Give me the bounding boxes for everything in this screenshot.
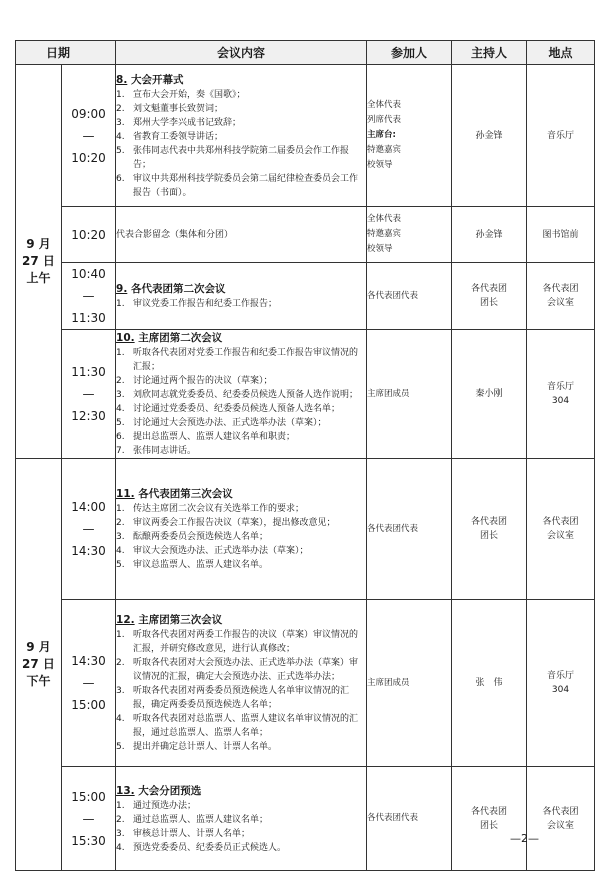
place-cell: [527, 330, 595, 459]
agenda-item-text: 郑州大学李兴成书记致辞；: [133, 117, 242, 128]
attendee-line: 全体代表: [367, 214, 402, 224]
agenda-item-number: 5.: [116, 560, 125, 570]
agenda-item: [116, 130, 366, 144]
agenda-item: [116, 656, 366, 684]
attendees-cell: [367, 263, 452, 330]
agenda-item-text: 讨论通过大会预选办法、正式选举办法（草案）；: [133, 418, 327, 428]
attendees-cell: [367, 600, 452, 767]
agenda-item-text: 张伟同志讲话。: [133, 446, 197, 456]
agenda-item: [116, 88, 366, 102]
agenda-item: [116, 516, 366, 530]
place-name: 各代表团 会议室: [542, 806, 579, 831]
day-cell-morning: [16, 65, 62, 459]
header-date: 日期: [16, 41, 116, 65]
agenda-item-number: 6.: [116, 432, 125, 442]
session-number: 9.: [116, 283, 128, 295]
agenda-item-text: 省教育工委领导讲话；: [133, 131, 224, 142]
attendee-line: 各代表团代表: [367, 523, 419, 534]
agenda-item-number: 1.: [116, 348, 125, 358]
place-cell: [527, 600, 595, 767]
content-cell: [116, 330, 367, 459]
table-header-row: [16, 41, 595, 65]
agenda-item-number: 3.: [116, 686, 125, 696]
agenda-item-number: 6.: [116, 173, 125, 184]
time-label: 09:00 — 10:20: [71, 106, 106, 165]
host-name: 各代表团 团长: [471, 806, 508, 831]
agenda-item: [116, 402, 366, 416]
agenda-item-number: 4.: [116, 842, 125, 853]
agenda-item-text: 传达主席团二次会议有关选举工作的要求；: [133, 504, 305, 514]
time-cell: [62, 263, 116, 330]
agenda-item-text: 听取各代表团对大会预选办法、正式选举办法（草案）审议情况的汇报，确定大会预选办法、正式选举办法；: [133, 658, 359, 682]
attendees-cell: [367, 207, 452, 263]
attendee-line: 列席代表: [367, 115, 402, 125]
agenda-item-number: 4.: [116, 131, 125, 142]
agenda-item-text: 讨论通过两个报告的决议（草案）；: [133, 376, 273, 386]
host-cell: [452, 459, 527, 600]
attendee-line: 校领导: [367, 244, 393, 254]
agenda-item-text: 张伟同志代表中共郑州科技学院第二届委员会作工作报告；: [133, 145, 350, 170]
agenda-item-number: 2.: [116, 518, 125, 528]
attendees-cell: [367, 459, 452, 600]
table-row: [16, 330, 595, 459]
agenda-item-number: 4.: [116, 546, 125, 556]
time-label: 10:20: [71, 227, 106, 242]
agenda-item: [116, 684, 366, 712]
agenda-item-number: 1.: [116, 800, 125, 811]
host-name: 孙金锋: [475, 229, 503, 240]
agenda-item: [116, 530, 366, 544]
agenda-item: [116, 813, 366, 827]
attendee-line: 主席台:: [367, 130, 396, 140]
agenda-item-number: 3.: [116, 532, 125, 542]
agenda-item-text: 审议两委会工作报告决议（草案），提出修改意见；: [133, 518, 336, 528]
session-number: 10.: [116, 332, 135, 344]
agenda-item: [116, 628, 366, 656]
agenda-item-text: 审议大会预选办法、正式选举办法（草案）；: [133, 546, 309, 556]
agenda-item: [116, 172, 366, 200]
time-label: 10:40 — 11:30: [71, 267, 106, 325]
host-name: 孙金锋: [475, 130, 503, 141]
time-label: 11:30 — 12:30: [71, 365, 106, 423]
place-cell: [527, 263, 595, 330]
place-name: 音乐厅: [547, 130, 575, 141]
session-number: 8.: [116, 73, 128, 86]
agenda-item: [116, 502, 366, 516]
agenda-item: [116, 544, 366, 558]
header-host: 主持人: [452, 41, 527, 65]
agenda-item-text: 通过预选办法；: [133, 800, 197, 811]
content-cell: [116, 207, 367, 263]
session-title: [116, 783, 366, 799]
host-cell: [452, 263, 527, 330]
table-row: [16, 459, 595, 600]
header-content: 会议内容: [116, 41, 367, 65]
agenda-item: [116, 346, 366, 374]
agenda-item-number: 5.: [116, 418, 125, 428]
time-cell: [62, 65, 116, 207]
session-title-text: 主席团第三次会议: [134, 614, 223, 626]
agenda-item-number: 7.: [116, 446, 125, 456]
table-row: [16, 65, 595, 207]
agenda-item-text: 通过总监票人、监票人建议名单；: [133, 814, 269, 825]
place-name: 各代表团 会议室: [542, 517, 579, 541]
agenda-item-number: 2.: [116, 658, 125, 668]
agenda-item-text: 审议总监票人、监票人建议名单。: [133, 560, 269, 570]
host-cell: [452, 600, 527, 767]
attendee-line: 校领导: [367, 160, 393, 170]
session-title-text: 主席团第二次会议: [134, 332, 223, 344]
agenda-item-text: 审议中共郑州科技学院委员会第二届纪律检查委员会工作报告（书面）。: [133, 173, 359, 198]
page-number: —2—: [510, 832, 539, 845]
table-row: [16, 207, 595, 263]
place-name: 图书馆前: [542, 229, 579, 240]
session-number: 12.: [116, 614, 135, 626]
place-cell: [527, 207, 595, 263]
table-row: [16, 600, 595, 767]
agenda-item-number: 1.: [116, 299, 125, 309]
agenda-item-number: 1.: [116, 89, 125, 100]
time-cell: [62, 330, 116, 459]
session-title-text: 各代表团第二次会议: [127, 283, 226, 295]
host-name: 张 伟: [475, 678, 503, 688]
agenda-item: [116, 799, 366, 813]
place-cell: [527, 65, 595, 207]
place-cell: [527, 459, 595, 600]
session-title-text: 大会开幕式: [127, 73, 184, 86]
session-title: [116, 486, 366, 502]
agenda-item-text: 听取各代表团对总监票人、监票人建议名单审议情况的汇报，通过总监票人、监票人名单；: [133, 714, 359, 738]
agenda-item-number: 3.: [116, 117, 125, 128]
agenda-item-text: 听取各代表团对两委工作报告的决议（草案）审议情况的汇报，并研究修改意见，进行认真修改；: [133, 630, 359, 654]
content-text: 代表合影留念（集体和分团）: [116, 229, 234, 240]
agenda-item-number: 1.: [116, 630, 125, 640]
attendee-line: 特邀嘉宾: [367, 229, 402, 239]
time-cell: [62, 600, 116, 767]
session-title: [116, 281, 366, 297]
day-label: 9 月 27 日 下午: [22, 640, 55, 688]
agenda-item: [116, 712, 366, 740]
agenda-item: [116, 297, 366, 311]
place-name: 音乐厅 304: [547, 671, 575, 695]
place-name: 各代表团 会议室: [542, 284, 579, 308]
host-cell: [452, 330, 527, 459]
host-cell: [452, 207, 527, 263]
session-number: 11.: [116, 488, 135, 500]
attendee-line: 全体代表: [367, 100, 402, 110]
attendee-line: 主席团成员: [367, 388, 410, 399]
agenda-item-text: 提出并确定总计票人、计票人名单。: [133, 742, 278, 752]
agenda-item: [116, 444, 366, 458]
agenda-item-number: 4.: [116, 714, 125, 724]
agenda-item-number: 1.: [116, 504, 125, 514]
attendee-line: 各代表团代表: [367, 813, 419, 823]
table-row: [16, 263, 595, 330]
agenda-item: [116, 558, 366, 572]
agenda-item-text: 听取各代表团对两委委员预选候选人名单审议情况的汇报，确定两委委员预选候选人名单；: [133, 686, 350, 710]
agenda-item-text: 刘欣同志就党委委员、纪委委员候选人预备人选作说明；: [133, 390, 359, 400]
session-title: [116, 612, 366, 628]
agenda-item-text: 预选党委委员、纪委委员正式候选人。: [133, 842, 287, 853]
agenda-item-text: 听取各代表团对党委工作报告和纪委工作报告审议情况的汇报；: [133, 348, 359, 372]
day-cell-afternoon: [16, 459, 62, 871]
agenda-item: [116, 116, 366, 130]
time-cell: [62, 207, 116, 263]
day-label: 9 月 27 日 上午: [22, 237, 55, 285]
agenda-item: [116, 740, 366, 754]
schedule-table: [15, 40, 595, 871]
attendee-line: 特邀嘉宾: [367, 145, 402, 155]
agenda-item: [116, 388, 366, 402]
attendee-line: 主席团成员: [367, 677, 410, 688]
header-place: 地点: [527, 41, 595, 65]
agenda-item: [116, 416, 366, 430]
host-cell: [452, 65, 527, 207]
session-title: [116, 330, 366, 346]
agenda-item: [116, 144, 366, 172]
host-name: 秦小刚: [475, 389, 503, 399]
agenda-item-number: 5.: [116, 742, 125, 752]
time-label: 15:00 — 15:30: [71, 789, 106, 848]
agenda-item-text: 审核总计票人、计票人名单；: [133, 828, 251, 839]
content-cell: [116, 263, 367, 330]
attendees-cell: [367, 330, 452, 459]
attendee-line: 各代表团代表: [367, 290, 419, 301]
agenda-item-text: 讨论通过党委委员、纪委委员候选人预备人选名单；: [133, 404, 341, 414]
agenda-item: [116, 102, 366, 116]
content-cell: [116, 65, 367, 207]
host-name: 各代表团 团长: [471, 517, 508, 541]
session-number: 13.: [116, 784, 135, 797]
time-label: 14:00 — 14:30: [71, 500, 106, 558]
agenda-item: [116, 827, 366, 841]
agenda-item-text: 刘文魁董事长致贺词；: [133, 103, 224, 114]
agenda-item: [116, 841, 366, 855]
header-attendees: 参加人: [367, 41, 452, 65]
agenda-item-number: 2.: [116, 814, 125, 825]
host-name: 各代表团 团长: [471, 284, 508, 308]
session-title: [116, 72, 366, 88]
session-title-text: 各代表团第三次会议: [134, 488, 233, 500]
agenda-item-text: 提出总监票人、监票人建议名单和职责；: [133, 432, 296, 442]
content-cell: [116, 600, 367, 767]
time-cell: [62, 459, 116, 600]
agenda-item-text: 酝酿两委委员会预选候选人名单；: [133, 532, 269, 542]
agenda-item-number: 2.: [116, 103, 125, 114]
agenda-item: [116, 430, 366, 444]
agenda-item-number: 5.: [116, 145, 125, 156]
agenda-item-number: 3.: [116, 828, 125, 839]
place-name: 音乐厅 304: [547, 382, 575, 406]
attendees-cell: [367, 65, 452, 207]
agenda-item: [116, 374, 366, 388]
agenda-item-number: 3.: [116, 390, 125, 400]
session-title-text: 大会分团预选: [134, 784, 202, 797]
agenda-item-number: 4.: [116, 404, 125, 414]
content-cell: [116, 459, 367, 600]
time-label: 14:30 — 15:00: [71, 654, 106, 712]
agenda-item-number: 2.: [116, 376, 125, 386]
agenda-item-text: 宣布大会开始，奏《国歌》；: [133, 89, 246, 100]
agenda-item-text: 审议党委工作报告和纪委工作报告；: [133, 299, 278, 309]
